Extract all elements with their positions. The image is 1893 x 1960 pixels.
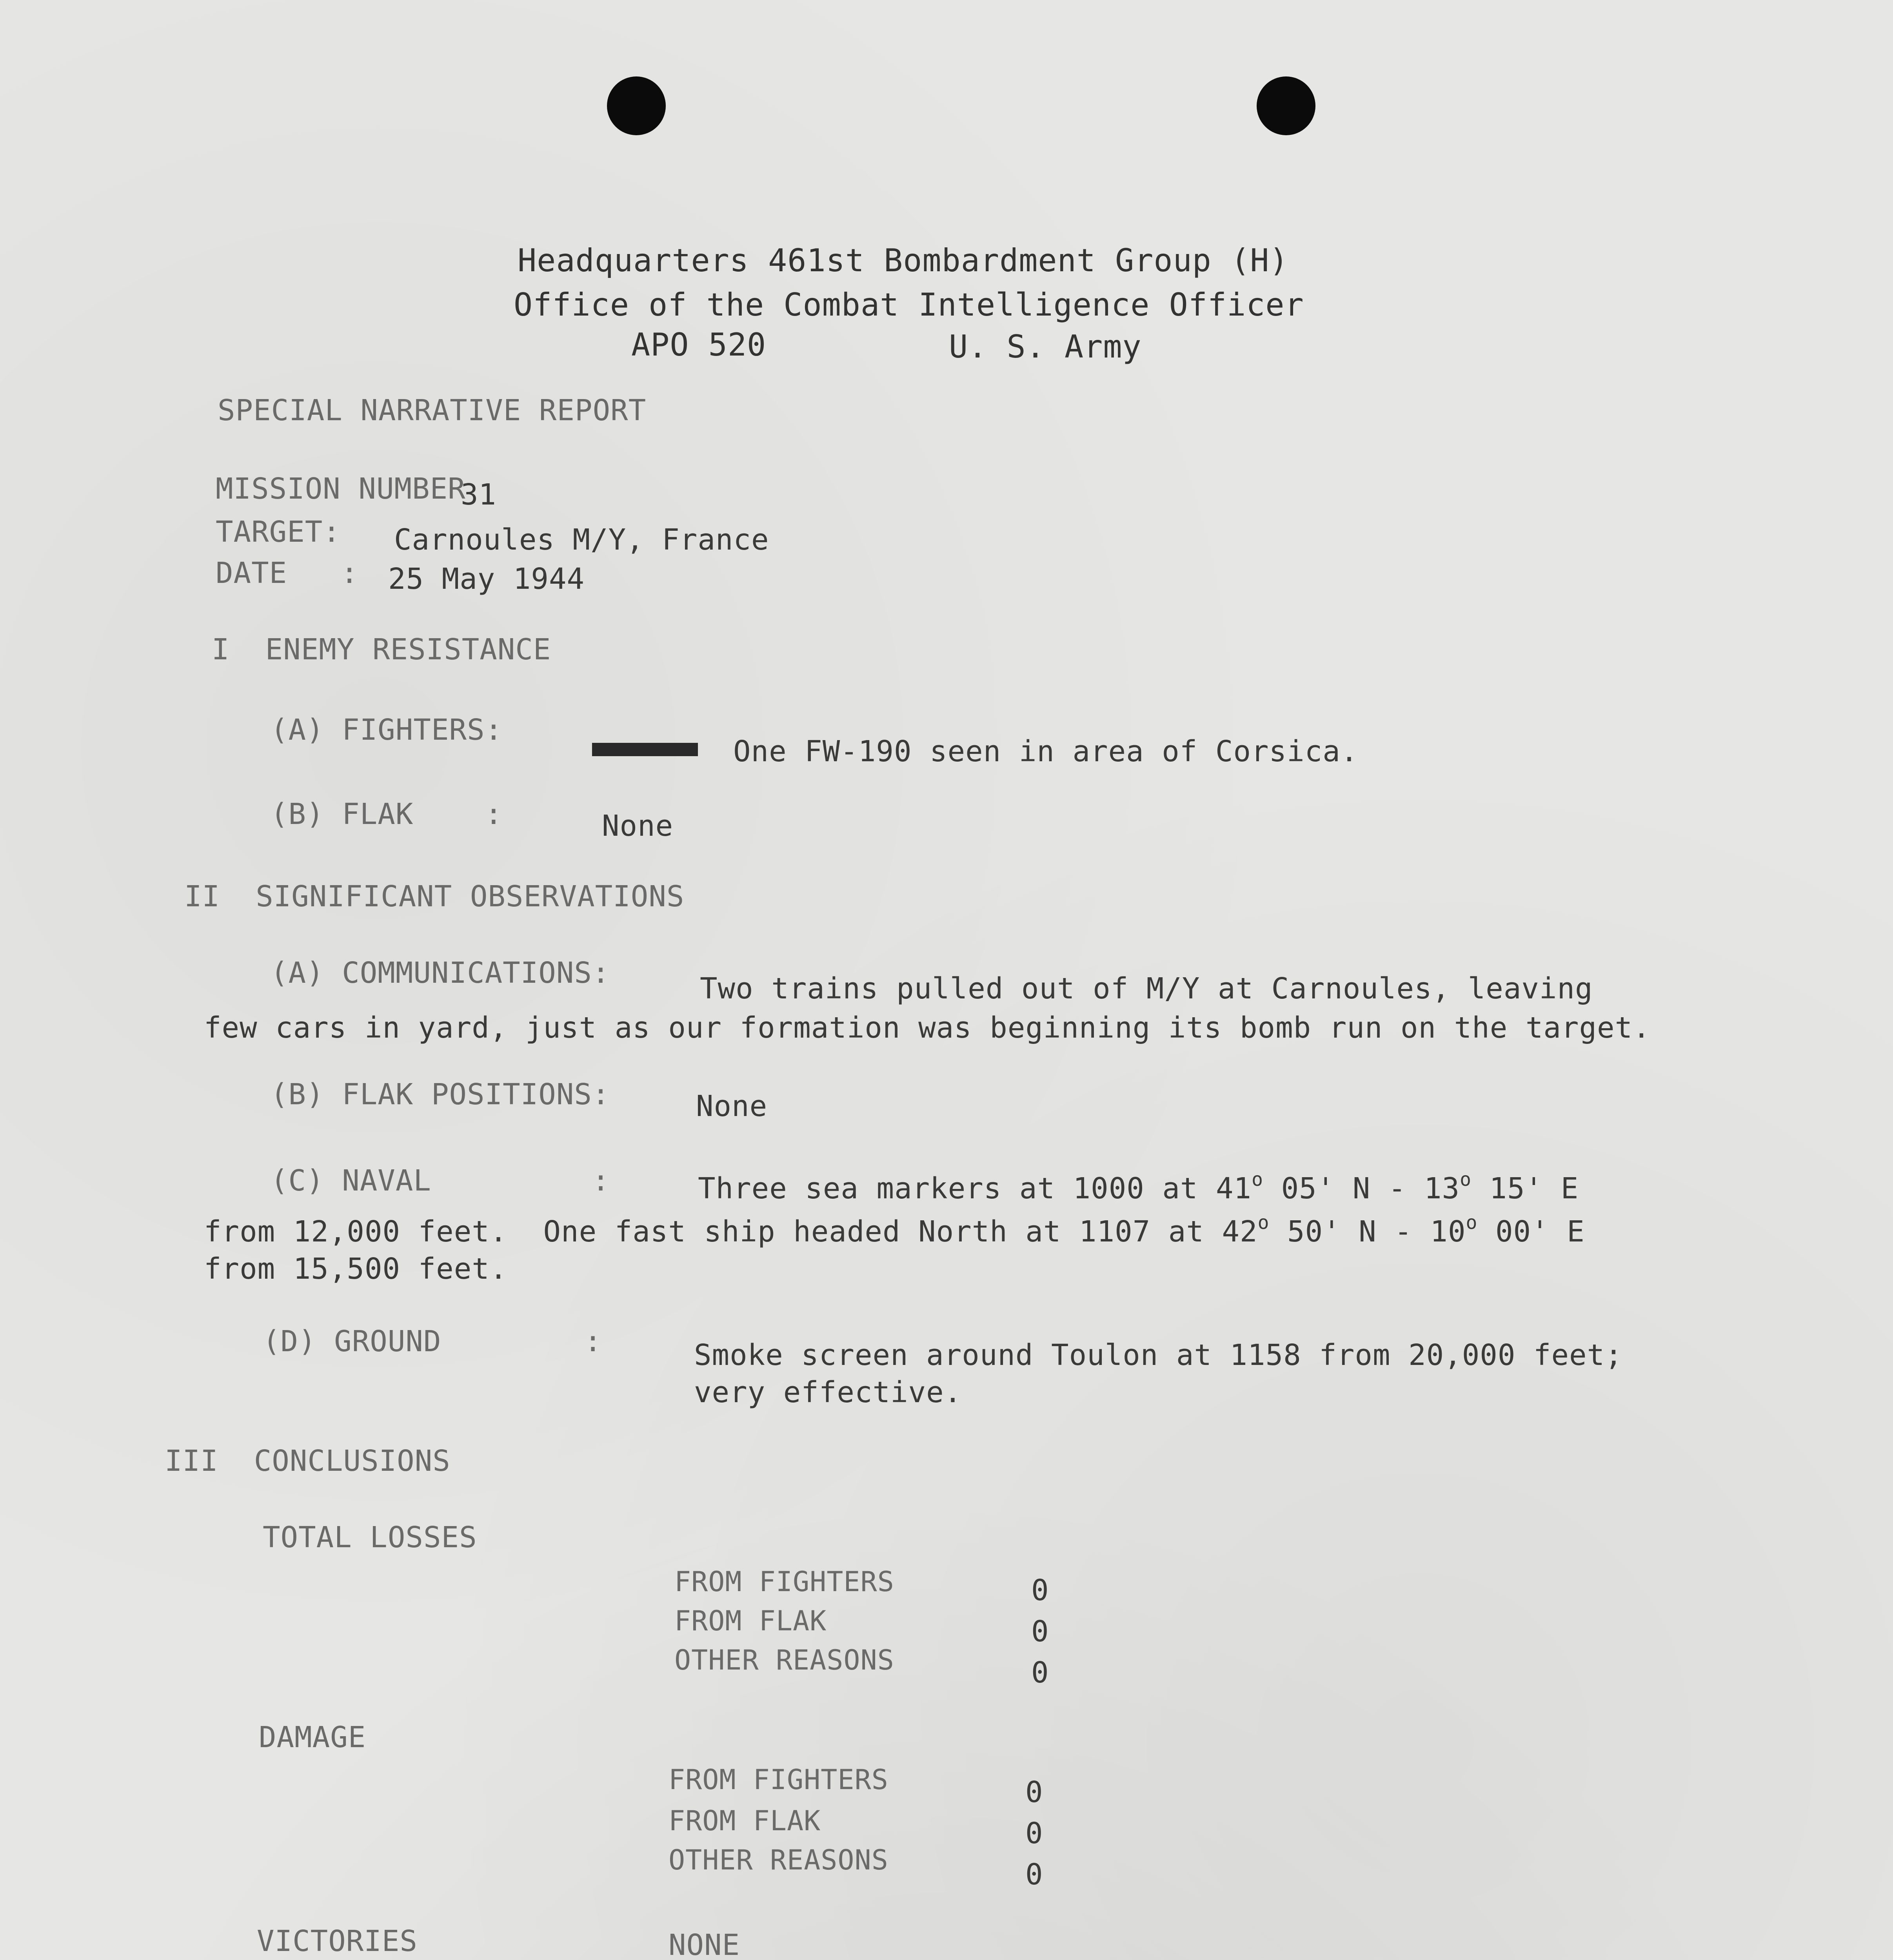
- losses-flak-label: FROM FLAK: [674, 1605, 827, 1637]
- damage-other-value: 0: [1025, 1858, 1043, 1891]
- total-losses-label: TOTAL LOSSES: [263, 1521, 477, 1554]
- damage-fighters-label: FROM FIGHTERS: [669, 1764, 888, 1796]
- degree-mark: o: [1466, 1212, 1478, 1234]
- header-army: U. S. Army: [949, 328, 1142, 365]
- strikeout-mark: [592, 743, 698, 756]
- header-line-1: Headquarters 461st Bombardment Group (H): [518, 242, 1289, 279]
- ground-label: (D) GROUND :: [263, 1325, 602, 1358]
- flak-positions-label: (B) FLAK POSITIONS:: [271, 1078, 610, 1111]
- victories-label: VICTORIES: [257, 1924, 418, 1958]
- naval-text-3: from 15,500 feet.: [204, 1252, 508, 1286]
- damage-flak-value: 0: [1025, 1817, 1043, 1850]
- communications-text-1: Two trains pulled out of M/Y at Carnoules, leaving: [700, 972, 1593, 1005]
- target-value: Carnoules M/Y, France: [394, 523, 769, 557]
- flak-text: None: [602, 809, 674, 843]
- losses-fighters-label: FROM FIGHTERS: [674, 1566, 894, 1598]
- punch-hole-left: [607, 76, 666, 135]
- naval-text-2: from 12,000 feet. One fast ship headed North at 1107 at 42$^o$ 50' N - 10$^o$ 00' E: [204, 1212, 1585, 1249]
- report-title: SPECIAL NARRATIVE REPORT: [218, 394, 647, 427]
- section-2-heading: II SIGNIFICANT OBSERVATIONS: [184, 880, 685, 913]
- header-apo: APO 520: [631, 327, 767, 363]
- communications-label: (A) COMMUNICATIONS:: [271, 956, 610, 990]
- mission-number-label: MISSION NUMBER: [216, 472, 466, 506]
- header-line-2: Office of the Combat Intelligence Officer: [514, 287, 1304, 323]
- degree-mark: o: [1460, 1169, 1472, 1191]
- target-label: TARGET:: [216, 515, 341, 549]
- losses-flak-value: 0: [1031, 1615, 1049, 1648]
- section-1-heading: I ENEMY RESISTANCE: [212, 633, 551, 666]
- damage-label: DAMAGE: [259, 1720, 366, 1754]
- naval-label: (C) NAVAL :: [271, 1164, 610, 1198]
- flak-label: (B) FLAK :: [271, 797, 503, 831]
- damage-flak-label: FROM FLAK: [669, 1805, 821, 1837]
- ground-text-1: Smoke screen around Toulon at 1158 from 20,000 feet;: [694, 1338, 1623, 1372]
- flak-positions-text: None: [696, 1089, 768, 1123]
- ground-text-2: very effective.: [694, 1376, 962, 1409]
- punch-hole-right: [1257, 76, 1315, 135]
- victories-value: NONE: [669, 1928, 740, 1960]
- losses-other-label: OTHER REASONS: [674, 1644, 894, 1676]
- degree-mark: o: [1252, 1169, 1264, 1191]
- naval-text-1: Three sea markers at 1000 at 41$^o$ 05' N - 13$^o$ 15' E: [698, 1169, 1579, 1205]
- degree-mark: o: [1257, 1212, 1270, 1234]
- losses-other-value: 0: [1031, 1656, 1049, 1690]
- communications-text-2: few cars in yard, just as our formation was beginning its bomb run on the target.: [204, 1011, 1651, 1045]
- fighters-text: One FW-190 seen in area of Corsica.: [733, 735, 1359, 768]
- date-value: 25 May 1944: [388, 562, 585, 596]
- damage-other-label: OTHER REASONS: [669, 1844, 888, 1876]
- date-label: DATE :: [216, 556, 359, 590]
- fighters-label: (A) FIGHTERS:: [271, 713, 503, 747]
- mission-number: 31: [461, 478, 497, 512]
- damage-fighters-value: 0: [1025, 1775, 1043, 1809]
- section-3-heading: III CONCLUSIONS: [165, 1444, 451, 1478]
- losses-fighters-value: 0: [1031, 1573, 1049, 1607]
